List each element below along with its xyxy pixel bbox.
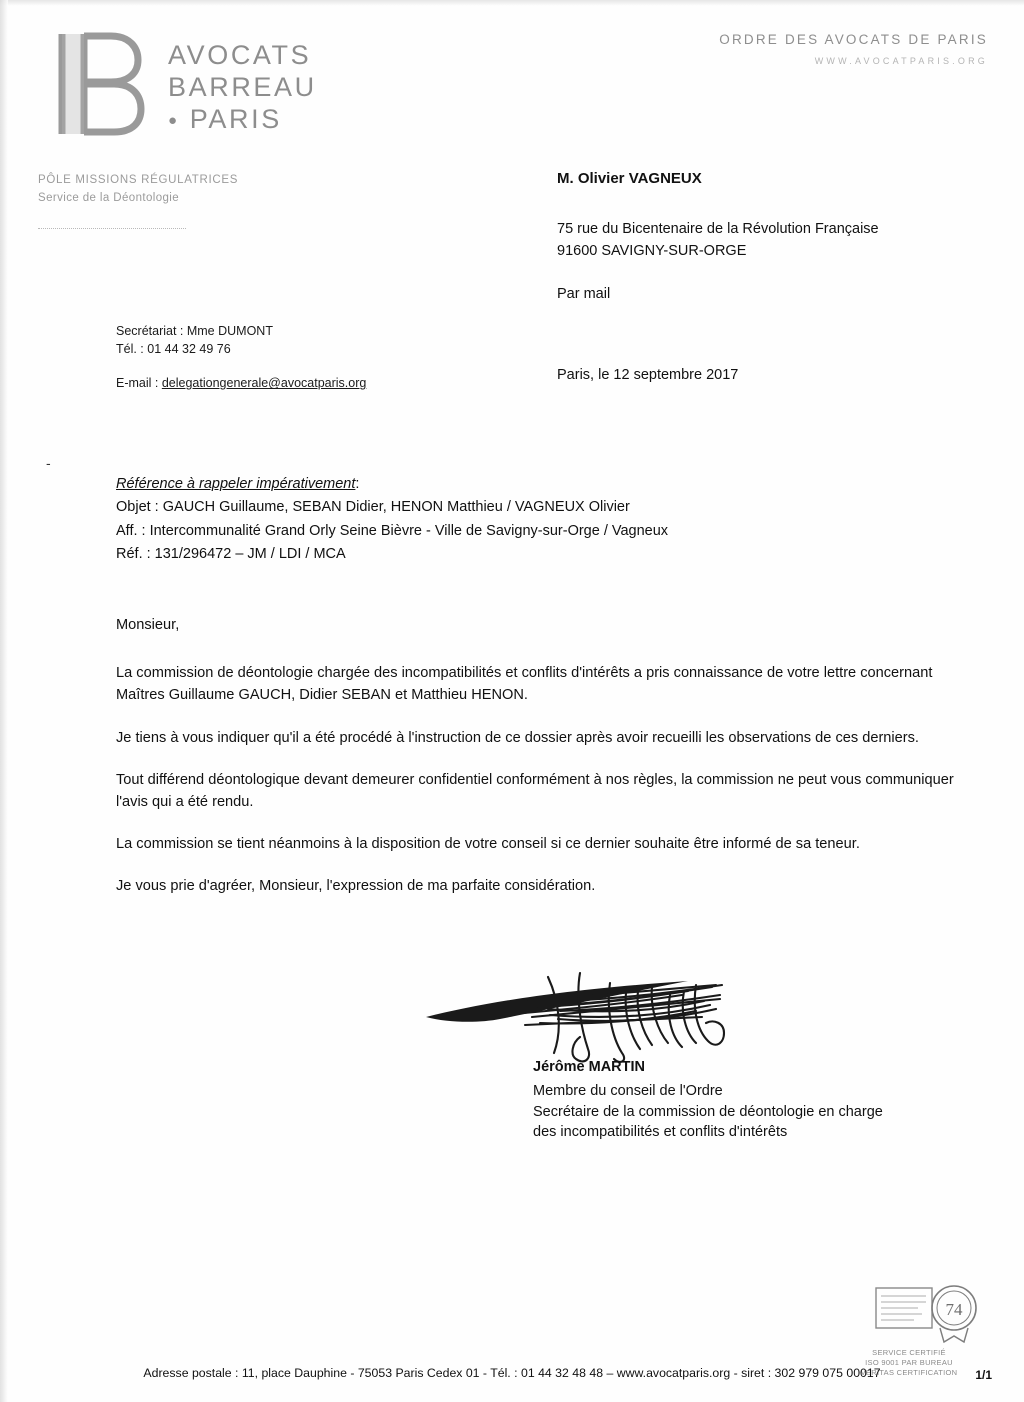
reference-ref: Réf. : 131/296472 – JM / LDI / MCA	[116, 546, 346, 563]
reference-block	[116, 473, 916, 567]
signature-role-line-3: des incompatibilités et conflits d'intérêts	[533, 1124, 788, 1141]
dateline: Paris, le 12 septembre 2017	[557, 367, 739, 383]
organization-name: ORDRE DES AVOCATS DE PARIS	[719, 32, 988, 47]
footer-address: Adresse postale : 11, place Dauphine - 75053 Paris Cedex 01 - Tél. : 01 44 32 48 48 – www.avocatparis.org - siret : 302 979 075 00017	[143, 1366, 881, 1380]
body-paragraph-1: La commission de déontologie chargée des incompatibilités et conflits d'intérêts a pris connaissance de votre lettre concernant Maîtres Guillaume GAUCH, Didier SEBAN et Matthieu HENON.	[116, 665, 933, 704]
svg-text:74: 74	[945, 1300, 963, 1319]
logo-line-2: BARREAU	[168, 71, 317, 102]
handwritten-signature	[420, 965, 980, 1065]
scan-edge-top	[0, 0, 1024, 6]
signature-role-line-2: Secrétaire de la commission de déontologie en charge	[533, 1103, 883, 1120]
signature-name: Jérôme MARTIN	[533, 1059, 645, 1075]
body-paragraph-5: Je vous prie d'agréer, Monsieur, l'expression de ma parfaite considération.	[116, 878, 596, 895]
body-paragraph-3: Tout différend déontologique devant demeurer confidentiel conformément à nos règles, la commission ne peut vous communiquer l'avis qui a été rendu.	[116, 771, 954, 810]
body-paragraph-2: Je tiens à vous indiquer qu'il a été procédé à l'instruction de ce dossier après avoir recueilli les observations de ces derniers.	[116, 729, 919, 746]
letter-body	[116, 614, 966, 917]
secretariat-line: Secrétariat : Mme DUMONT	[116, 324, 273, 338]
organization-url: WWW.AVOCATPARIS.ORG	[814, 56, 988, 66]
logo-wordmark	[168, 40, 317, 136]
reference-title: Référence à rappeler impérativement	[116, 476, 356, 492]
department-block	[38, 172, 238, 208]
logo-line-1: AVOCATS	[168, 40, 312, 70]
logo-line-3: PARIS	[189, 103, 282, 134]
address-street: 75 rue du Bicentenaire de la Révolution Française	[557, 221, 879, 237]
reference-title-suffix: :	[355, 476, 360, 492]
reference-objet: Objet : GAUCH Guillaume, SEBAN Didier, HENON Matthieu / VAGNEUX Olivier	[116, 499, 630, 516]
addressee-name: M. Olivier VAGNEUX	[557, 170, 702, 187]
phone-line: Tél. : 01 44 32 49 76	[116, 342, 231, 357]
contact-block	[116, 322, 366, 392]
reference-title-row	[116, 473, 916, 496]
addressee-address	[557, 218, 879, 263]
signature-role	[533, 1081, 883, 1143]
department-line-2: Service de la Déontologie	[38, 191, 180, 204]
body-paragraph-4: La commission se tient néanmoins à la disposition de votre conseil si ce dernier souhaite être informé de sa teneur.	[116, 836, 860, 853]
certification-line-3: VERITAS CERTIFICATION	[860, 1367, 958, 1377]
email-link[interactable]: delegationgenerale@avocatparis.org	[161, 376, 367, 391]
delivery-method: Par mail	[557, 286, 611, 302]
certification-line-2: ISO 9001 PAR BUREAU	[865, 1357, 953, 1367]
email-label: E-mail :	[116, 376, 162, 391]
letterhead	[40, 18, 360, 148]
address-city: 91600 SAVIGNY-SUR-ORGE	[557, 243, 747, 260]
reference-affaire: Aff. : Intercommunalité Grand Orly Seine Bièvre - Ville de Savigny-sur-Orge / Vagneux	[116, 522, 669, 539]
department-line-1: PÔLE MISSIONS RÉGULATRICES	[38, 174, 239, 186]
signature-role-line-1: Membre du conseil de l'Ordre	[533, 1083, 723, 1099]
scan-edge-left	[0, 0, 8, 1402]
organization-header	[719, 32, 988, 66]
email-line	[116, 374, 366, 392]
barreau-paris-logo-icon	[48, 26, 148, 141]
salutation: Monsieur,	[116, 617, 180, 633]
department-divider	[38, 228, 186, 229]
page-number: 1/1	[975, 1368, 992, 1382]
margin-dash-mark: -	[46, 455, 51, 471]
certification-line-1: SERVICE CERTIFIÉ	[872, 1347, 946, 1357]
logo-bullet-icon: ●	[168, 111, 180, 129]
